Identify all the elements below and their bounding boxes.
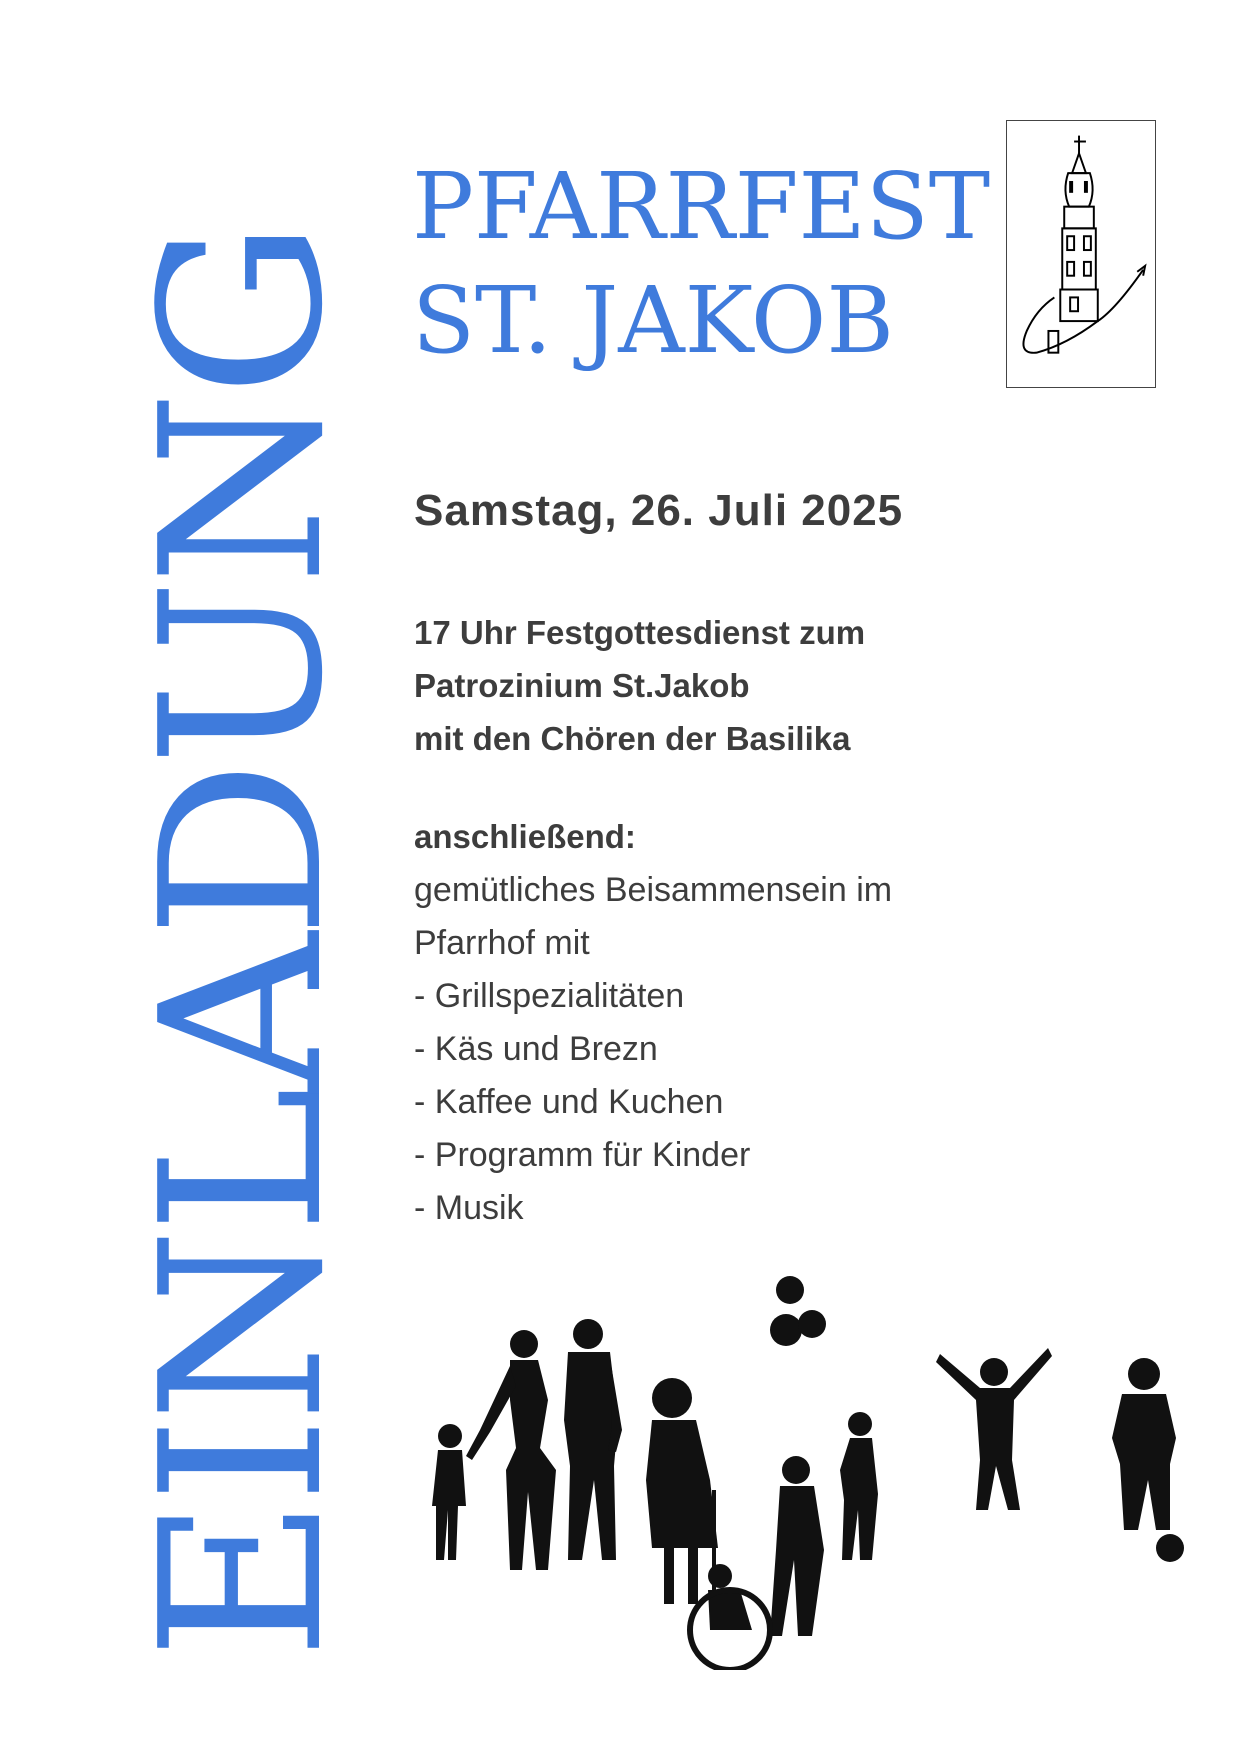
event-title [412,150,990,378]
church-logo [1006,120,1156,388]
service-info [414,606,865,765]
service-line: Patrozinium St.Jakob [414,667,750,704]
program-line: - Kaffee und Kuchen [414,1083,724,1121]
people-silhouettes-icon [420,1270,1220,1670]
church-tower-logo-icon [1007,121,1155,387]
program-line: Pfarrhof mit [414,924,590,962]
program-line: - Musik [414,1189,524,1227]
event-date: Samstag, 26. Juli 2025 [414,486,904,535]
vertical-title: EINLADUNG [114,225,372,1660]
program-line: - Programm für Kinder [414,1136,751,1174]
afterwards-heading: anschließend: [414,818,636,855]
event-title-line2: ST. JAKOB [412,267,894,374]
program-list [414,864,892,1235]
service-line: 17 Uhr Festgottesdienst zum [414,614,866,651]
event-title-line1: PFARRFEST [412,153,991,260]
silhouettes-illustration [420,1270,1220,1670]
service-line: mit den Chören der Basilika [414,720,851,757]
program-line: gemütliches Beisammensein im [414,871,893,909]
program-line: - Grillspezialitäten [414,977,685,1015]
program-line: - Käs und Brezn [414,1030,658,1068]
